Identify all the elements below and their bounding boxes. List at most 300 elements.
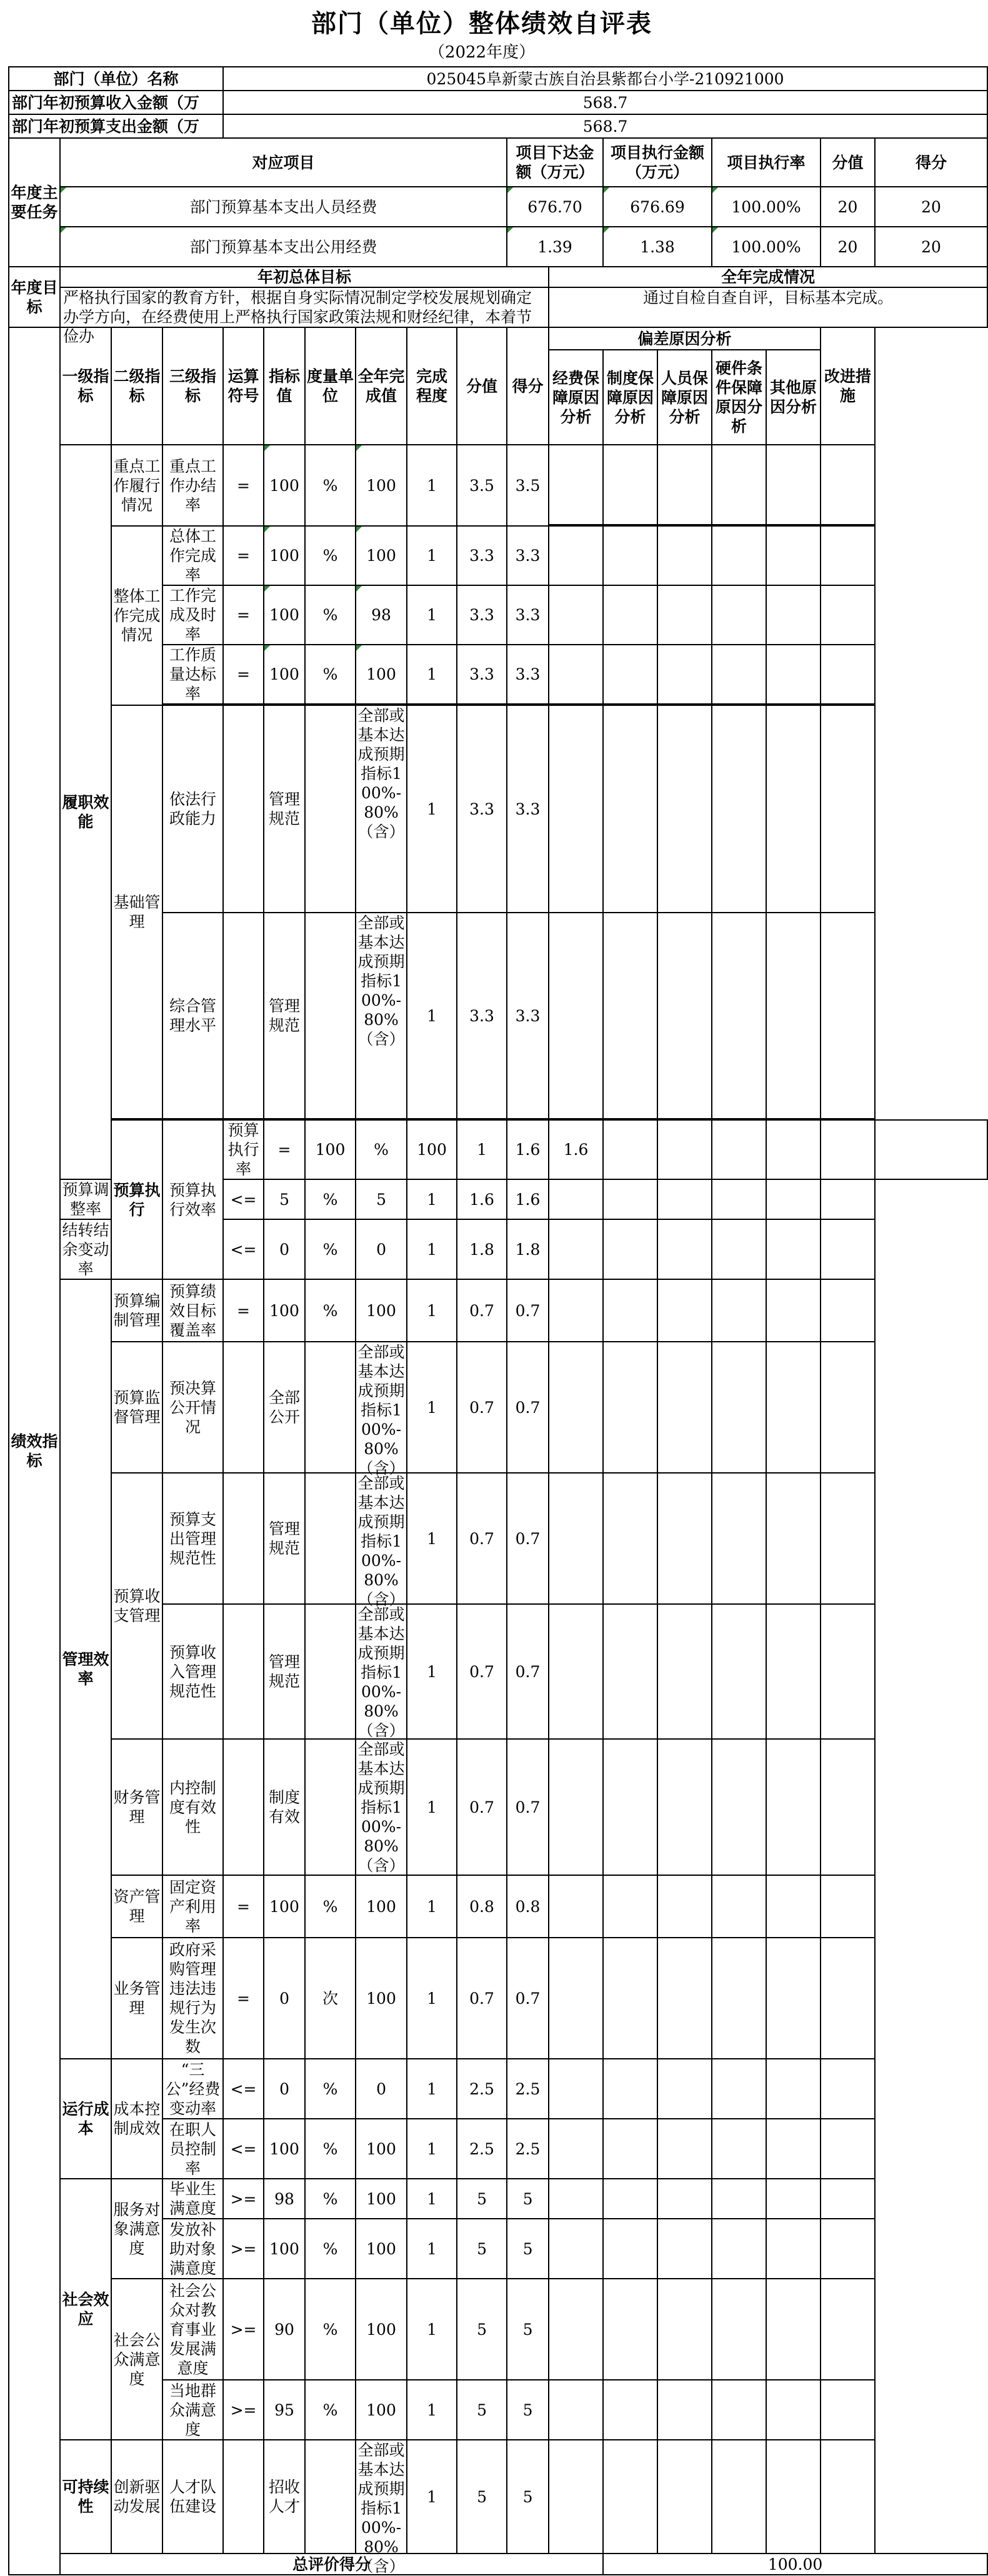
deviation-cell (603, 1604, 657, 1739)
unit-cell (305, 1473, 356, 1604)
actual-cell: 100 (356, 645, 407, 704)
deviation-cell (549, 1179, 603, 1219)
deviation-cell (549, 2059, 603, 2119)
actual-text: 全部或基本达成预期指标100%-80%（含） (357, 1740, 405, 1875)
deviation-cell (766, 2119, 821, 2179)
improve-cell (821, 1473, 875, 1604)
actual-cell: 100 (356, 2219, 407, 2279)
score-cell: 5 (457, 2440, 507, 2554)
task-got: 20 (875, 187, 987, 227)
score-cell: 1.8 (457, 1219, 507, 1279)
tasks-header-score: 分值 (821, 138, 875, 187)
op-cell: >= (223, 2279, 264, 2380)
deviation-cell (766, 2219, 821, 2279)
score-cell: 2.5 (457, 2119, 507, 2179)
perf-header-deviation: 偏差原因分析 (549, 327, 821, 350)
unit-cell: % (305, 2279, 356, 2380)
improve-cell (821, 913, 875, 1119)
op-cell (223, 913, 264, 1119)
l3-cell: 预算绩效目标覆盖率 (162, 1279, 223, 1342)
target-cell: 管理规范 (264, 1473, 305, 1604)
l3-cell: 发放补助对象满意度 (162, 2219, 223, 2279)
deviation-cell (712, 1473, 766, 1604)
expense-value: 568.7 (223, 114, 987, 138)
expense-label: 部门年初预算支出金额（万 (9, 114, 223, 138)
actual-cell: 100 (407, 1120, 457, 1179)
deviation-cell (766, 2059, 821, 2119)
improve-cell (821, 2219, 875, 2279)
deviation-cell (549, 445, 603, 525)
deviation-cell (766, 1279, 821, 1342)
goals-initial-label: 年初总体目标 (60, 267, 549, 287)
l3-cell: 工作完成及时率 (162, 585, 223, 645)
l2-cell: 重点工作履行情况 (111, 445, 162, 526)
target-cell: 90 (264, 2279, 305, 2380)
improve-cell (821, 1604, 875, 1739)
target-cell: 制度有效 (264, 1739, 305, 1875)
perf-row (9, 1938, 987, 2059)
tasks-header-rate: 项目执行率 (712, 138, 821, 187)
deviation-cell (766, 1739, 821, 1875)
total-row (9, 2554, 987, 2575)
actual-cell (356, 2440, 407, 2575)
deviation-cell (549, 913, 603, 1119)
got-cell: 2.5 (507, 2059, 549, 2119)
l3-cell: 预算支出管理规范性 (162, 1473, 223, 1604)
deviation-cell (657, 1279, 712, 1342)
perf-header-got: 得分 (507, 327, 549, 445)
task-rate: 100.00% (712, 227, 821, 267)
deviation-cell (766, 2179, 821, 2219)
score-cell: 0.7 (457, 1342, 507, 1473)
income-label: 部门年初预算收入金额（万 (9, 91, 223, 114)
deviation-cell (657, 2279, 712, 2380)
perf-header-d2: 制度保障原因分析 (603, 350, 657, 445)
deviation-cell (603, 1473, 657, 1604)
got-cell: 3.3 (507, 526, 549, 585)
unit-cell: % (305, 645, 356, 704)
target-cell: 100 (264, 526, 305, 585)
goals-complete-text: 通过自检自查自评，目标基本完成。 (549, 287, 987, 327)
deviation-cell (712, 2179, 766, 2219)
perf-header-target: 指标值 (264, 327, 305, 445)
deviation-cell (603, 645, 657, 704)
tasks-header-got: 得分 (875, 138, 987, 187)
score-cell: 5 (457, 2380, 507, 2440)
perf-row (9, 2059, 987, 2119)
deviation-cell (766, 1342, 821, 1473)
goals-initial-text: 严格执行国家的教育方针，根据自身实际情况制定学校发展规划确定办学方向，在经费使用上严格执行国家政策法规和财经纪律，本着节俭办 (63, 289, 532, 345)
deviation-cell (603, 913, 657, 1119)
deviation-cell (766, 913, 821, 1119)
deviation-cell (766, 2380, 821, 2440)
tasks-header-executed: 项目执行金额（万元） (603, 138, 712, 187)
deviation-cell (549, 526, 603, 585)
deviation-cell (766, 445, 821, 525)
degree-cell: 1 (407, 2380, 457, 2440)
op-cell (223, 1342, 264, 1473)
deviation-cell (549, 1739, 603, 1875)
deviation-cell (603, 2440, 657, 2554)
deviation-cell (603, 2179, 657, 2219)
unit-cell: % (305, 1219, 356, 1279)
degree-cell: 1 (407, 1179, 457, 1219)
tasks-header-item: 对应项目 (60, 138, 507, 187)
deviation-cell (712, 1342, 766, 1473)
deviation-cell (657, 2119, 712, 2179)
degree-cell: 1 (407, 645, 457, 704)
target-cell: 98 (264, 2179, 305, 2219)
deviation-cell (766, 645, 821, 704)
perf-header-l3: 三级指标 (162, 327, 223, 445)
degree-cell: 1 (457, 1120, 507, 1179)
deviation-cell (657, 1179, 712, 1219)
got-cell: 0.7 (507, 1938, 549, 2059)
target-cell: 0 (264, 1938, 305, 2059)
score-cell: 5 (457, 2179, 507, 2219)
dept-name-label: 部门（单位）名称 (9, 67, 223, 91)
improve-cell (821, 1279, 875, 1342)
degree-cell: 1 (407, 1279, 457, 1342)
got-cell: 5 (507, 2219, 549, 2279)
deviation-cell (603, 1342, 657, 1473)
deviation-cell (549, 1219, 603, 1279)
deviation-cell (712, 445, 766, 525)
l3-cell: 结转结余变动率 (60, 1219, 111, 1279)
l1-cell: 管理效率 (60, 1279, 111, 2059)
actual-text: 全部或基本达成预期指标100%-80%（含） (357, 1474, 405, 1608)
deviation-cell (549, 1938, 603, 2059)
l1-cell: 运行成本 (60, 2059, 111, 2179)
score-cell: 3.3 (457, 645, 507, 704)
l2-cell: 预算监督管理 (111, 1342, 162, 1473)
goals-initial-cell (60, 287, 549, 345)
perf-header-row-1 (9, 327, 987, 350)
task-name: 部门预算基本支出人员经费 (60, 187, 507, 227)
dept-name-row (9, 67, 987, 91)
deviation-cell (549, 1604, 603, 1739)
target-cell: 5 (264, 1179, 305, 1219)
deviation-cell (712, 1179, 766, 1219)
target-cell: 管理规范 (264, 705, 305, 913)
deviation-cell (712, 1739, 766, 1875)
deviation-cell (712, 2380, 766, 2440)
deviation-cell (766, 1473, 821, 1604)
deviation-cell (549, 1875, 603, 1938)
score-cell: 1.6 (457, 1179, 507, 1219)
deviation-cell (657, 1473, 712, 1604)
target-cell: 全部公开 (264, 1342, 305, 1473)
improve-cell (821, 526, 875, 585)
got-cell: 5 (507, 2279, 549, 2380)
deviation-cell (712, 1120, 766, 1179)
goals-section-label: 年度目标 (9, 267, 60, 327)
target-cell: 管理规范 (264, 1604, 305, 1739)
unit-cell (305, 913, 356, 1119)
l2-cell: 基础管理 (111, 705, 162, 1119)
dept-name-value: 025045阜新蒙古族自治县紫都台小学-210921000 (223, 67, 987, 91)
perf-header-d3: 人员保障原因分析 (657, 350, 712, 445)
task-score: 20 (821, 227, 875, 267)
score-cell: 3.3 (457, 526, 507, 585)
actual-text: 全部或基本达成预期指标100%-80%（含） (357, 1343, 405, 1477)
l2-cell: 预算收支管理 (111, 1473, 162, 1739)
score-cell: 0.8 (457, 1875, 507, 1938)
improve-cell (821, 2119, 875, 2179)
deviation-cell (766, 1120, 821, 1179)
improve-cell (821, 2179, 875, 2219)
got-cell: 5 (507, 2179, 549, 2219)
score-cell: 3.5 (457, 445, 507, 526)
degree-cell: 1 (407, 2119, 457, 2179)
deviation-cell (549, 2440, 603, 2554)
actual-text: 全部或基本达成预期指标100%-80%（含） (357, 2441, 405, 2575)
perf-header-op: 运算符号 (223, 327, 264, 445)
target-cell: 100 (264, 445, 305, 526)
improve-cell (821, 2059, 875, 2119)
improve-cell (821, 585, 875, 645)
expense-row (9, 114, 987, 138)
got-cell: 1.6 (549, 1120, 603, 1179)
got-cell: 1.6 (507, 1179, 549, 1219)
deviation-cell (712, 526, 766, 585)
actual-cell: 100 (356, 2380, 407, 2440)
target-cell: 招收人才 (264, 2440, 305, 2554)
unit-cell: % (305, 2380, 356, 2440)
perf-header-unit: 度量单位 (305, 327, 356, 445)
l2-cell: 预算编制管理 (111, 1279, 162, 1342)
score-cell: 3.3 (457, 585, 507, 645)
actual-cell (356, 1473, 407, 1608)
degree-cell: 1 (407, 585, 457, 645)
op-cell: = (223, 1875, 264, 1938)
degree-cell: 1 (407, 1739, 457, 1875)
unit-cell (305, 1604, 356, 1739)
degree-cell: 1 (407, 1342, 457, 1473)
target-cell: 100 (264, 645, 305, 704)
degree-cell: 1 (407, 1875, 457, 1938)
got-cell: 0.7 (507, 1279, 549, 1342)
deviation-cell (712, 2119, 766, 2179)
improve-cell (821, 2440, 875, 2554)
score-cell: 5 (457, 2279, 507, 2380)
perf-header-d1: 经费保障原因分析 (549, 350, 603, 445)
perf-row (9, 1739, 987, 1875)
actual-cell: 100 (356, 1938, 407, 2059)
deviation-cell (712, 1938, 766, 2059)
l2-cell: 整体工作完成情况 (111, 526, 162, 705)
degree-cell: 1 (407, 1473, 457, 1604)
deviation-cell (766, 1875, 821, 1938)
deviation-cell (549, 1279, 603, 1342)
deviation-cell (657, 913, 712, 1119)
l3-cell: 内控制度有效性 (162, 1739, 223, 1875)
score-cell: 3.3 (457, 705, 507, 913)
deviation-cell (766, 705, 821, 913)
deviation-cell (657, 2059, 712, 2119)
tasks-header-row (9, 138, 987, 187)
total-label: 总评价得分 (60, 2554, 603, 2575)
perf-header-l2: 二级指标 (111, 327, 162, 445)
deviation-cell (712, 2440, 766, 2554)
score-cell: 3.3 (457, 913, 507, 1119)
deviation-cell (657, 1739, 712, 1875)
deviation-cell (657, 1875, 712, 1938)
actual-cell: 98 (356, 585, 407, 645)
op-cell: = (223, 445, 264, 526)
l3-cell: 社会公众对教育事业发展满意度 (162, 2279, 223, 2380)
deviation-cell (549, 2380, 603, 2440)
actual-cell: 0 (356, 2059, 407, 2119)
deviation-cell (657, 1219, 712, 1279)
unit-cell (305, 2440, 356, 2554)
deviation-cell (657, 645, 712, 704)
score-cell: 0.7 (457, 1604, 507, 1739)
deviation-cell (766, 526, 821, 585)
deviation-cell (549, 585, 603, 645)
deviation-cell (712, 1279, 766, 1342)
deviation-cell (712, 2059, 766, 2119)
deviation-cell (603, 445, 657, 525)
actual-text: 全部或基本达成预期指标100%-80%（含） (357, 1605, 405, 1740)
deviation-cell (712, 705, 766, 913)
l3-cell: 总体工作完成率 (162, 526, 223, 585)
got-cell: 3.3 (507, 913, 549, 1119)
unit-cell: 次 (305, 1938, 356, 2059)
l3-cell: 当地群众满意度 (162, 2380, 223, 2440)
page-title: 部门（单位）整体绩效自评表 (311, 9, 652, 38)
unit-cell: % (305, 1875, 356, 1938)
target-cell: 100 (264, 1279, 305, 1342)
deviation-cell (712, 645, 766, 704)
got-cell: 3.3 (507, 705, 549, 913)
unit-cell: % (305, 526, 356, 585)
l1-cell: 社会效应 (60, 2179, 111, 2440)
deviation-cell (549, 2219, 603, 2279)
improve-cell (821, 705, 875, 913)
l3-cell: 工作质量达标率 (162, 645, 223, 704)
degree-cell: 1 (407, 2059, 457, 2119)
l3-cell: 综合管理水平 (162, 913, 223, 1119)
income-value: 568.7 (223, 91, 987, 114)
got-cell: 5 (507, 2380, 549, 2440)
op-cell (223, 705, 264, 913)
goals-content-row (9, 287, 987, 327)
actual-text: 全部或基本达成预期指标100%-80%（含） (357, 706, 405, 841)
l2-cell: 业务管理 (111, 1938, 162, 2059)
actual-cell: 0 (356, 1219, 407, 1279)
deviation-cell (657, 2440, 712, 2554)
actual-cell (356, 705, 407, 913)
total-value: 100.00 (603, 2554, 987, 2575)
l3-cell: “三公”经费变动率 (162, 2059, 223, 2119)
degree-cell: 1 (407, 2279, 457, 2380)
op-cell: = (223, 1938, 264, 2059)
deviation-cell (712, 913, 766, 1119)
improve-cell (875, 1120, 987, 1179)
task-name: 部门预算基本支出公用经费 (60, 227, 507, 267)
got-cell: 0.7 (507, 1342, 549, 1473)
perf-header-d5: 其他原因分析 (766, 350, 821, 445)
degree-cell: 1 (407, 2440, 457, 2554)
got-cell: 2.5 (507, 2119, 549, 2179)
deviation-cell (603, 2279, 657, 2380)
deviation-cell (603, 2059, 657, 2119)
deviation-cell (766, 2440, 821, 2554)
perf-row (9, 526, 987, 585)
perf-row (9, 2179, 987, 2219)
unit-cell: % (305, 1179, 356, 1219)
l2-cell: 财务管理 (111, 1739, 162, 1875)
op-cell: = (223, 1279, 264, 1342)
actual-cell (356, 1739, 407, 1875)
actual-text: 全部或基本达成预期指标100%-80%（含） (357, 914, 405, 1048)
perf-row (9, 705, 987, 913)
perf-section-label: 绩效指标 (9, 327, 60, 2575)
deviation-cell (657, 526, 712, 585)
deviation-cell (712, 1875, 766, 1938)
perf-row (9, 1120, 987, 1179)
task-executed: 676.69 (603, 187, 712, 227)
improve-cell (821, 2380, 875, 2440)
improve-cell (821, 1179, 875, 1219)
deviation-cell (657, 705, 712, 913)
task-executed: 1.38 (603, 227, 712, 267)
deviation-cell (549, 1342, 603, 1473)
deviation-cell (766, 585, 821, 645)
actual-cell (356, 1342, 407, 1477)
target-cell: 0 (264, 2059, 305, 2119)
target-cell: 100 (264, 2219, 305, 2279)
got-cell: 5 (507, 2440, 549, 2554)
income-row (9, 91, 987, 114)
perf-row (9, 1279, 987, 1342)
deviation-cell (657, 2380, 712, 2440)
deviation-cell (603, 1219, 657, 1279)
deviation-cell (712, 1604, 766, 1739)
deviation-cell (657, 1938, 712, 2059)
perf-header-d4: 硬件条件保障原因分析 (712, 350, 766, 445)
improve-cell (821, 645, 875, 704)
deviation-cell (766, 1938, 821, 2059)
deviation-cell (657, 1604, 712, 1739)
deviation-cell (821, 1120, 875, 1179)
l2-cell: 资产管理 (111, 1875, 162, 1938)
score-cell: 0.7 (457, 1938, 507, 2059)
perf-row (9, 1342, 987, 1473)
l1-cell: 预算执行 (111, 1120, 162, 1279)
deviation-cell (603, 2219, 657, 2279)
perf-row (9, 1875, 987, 1938)
degree-cell: 1 (407, 526, 457, 585)
improve-cell (821, 1875, 875, 1938)
actual-cell: 100 (356, 526, 407, 585)
actual-cell: 100 (356, 2119, 407, 2179)
op-cell: = (223, 585, 264, 645)
l1-cell: 履职效能 (60, 445, 111, 1179)
task-score: 20 (821, 187, 875, 227)
deviation-cell (549, 1473, 603, 1604)
actual-cell (356, 913, 407, 1119)
op-cell: = (223, 526, 264, 585)
deviation-cell (549, 2279, 603, 2380)
l3-cell: 重点工作办结率 (162, 445, 223, 526)
task-row (9, 187, 987, 227)
l3-cell: 人才队伍建设 (162, 2440, 223, 2554)
deviation-cell (657, 1120, 712, 1179)
unit-cell (305, 1739, 356, 1875)
deviation-cell (766, 1219, 821, 1279)
